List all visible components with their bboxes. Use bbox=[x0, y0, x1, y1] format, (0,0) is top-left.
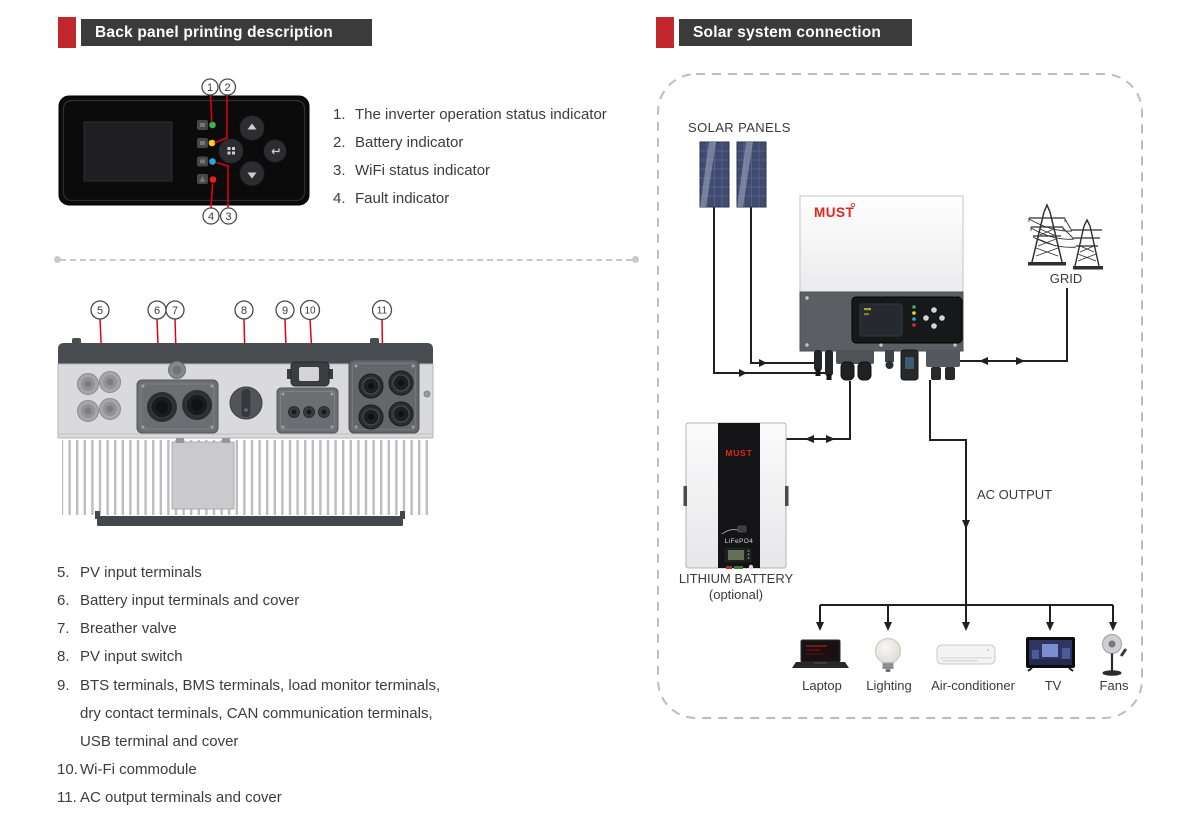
ac-output-line bbox=[930, 380, 966, 605]
wifi-module bbox=[287, 362, 333, 386]
list-item: 5. PV input terminals bbox=[57, 564, 202, 581]
wifi-led bbox=[209, 158, 216, 165]
callout-4: 4 bbox=[207, 211, 215, 223]
callout-9: 9 bbox=[281, 305, 289, 317]
inverter-display bbox=[852, 297, 962, 343]
ac-output-cover bbox=[349, 360, 419, 433]
appliance-label-lighting: Lighting bbox=[866, 678, 912, 693]
breather-valve bbox=[169, 362, 186, 379]
comm-terminal-cover bbox=[277, 388, 338, 433]
divider-dot bbox=[54, 256, 61, 263]
menu-button bbox=[219, 139, 244, 164]
battery-chemistry-label: LiFePO4 bbox=[724, 538, 754, 545]
divider-dot bbox=[632, 256, 639, 263]
grid-towers-icon bbox=[1028, 205, 1103, 270]
wall-bracket bbox=[97, 516, 403, 526]
tv-icon bbox=[1026, 637, 1075, 671]
battery-led bbox=[209, 140, 216, 147]
solar-panel-icon bbox=[737, 142, 766, 207]
list-item: 3. WiFi status indicator bbox=[333, 162, 491, 179]
appliance-label-tv: TV bbox=[1044, 678, 1062, 693]
lithium-battery-icon bbox=[684, 423, 789, 569]
side-hole bbox=[424, 391, 430, 397]
battery-label: LITHIUM BATTERY bbox=[678, 571, 794, 586]
list-item: 2. Battery indicator bbox=[333, 134, 464, 151]
grid-line bbox=[948, 288, 1067, 361]
appliance-label-fans: Fans bbox=[1099, 678, 1129, 693]
list-item: 7. Breather valve bbox=[57, 620, 177, 637]
callout-7: 7 bbox=[171, 305, 179, 317]
back-panel-figure bbox=[50, 295, 480, 540]
mounting-plate bbox=[172, 442, 234, 509]
callout-8: 8 bbox=[240, 305, 248, 317]
ac-output-label: AC OUTPUT bbox=[977, 487, 1053, 502]
front-panel-figure bbox=[50, 73, 340, 233]
list-item: 10. Wi-Fi commodule bbox=[57, 761, 197, 778]
list-item: 1. The inverter operation status indicator bbox=[333, 106, 607, 123]
lightbulb-icon bbox=[876, 639, 901, 673]
control-panel bbox=[59, 96, 309, 205]
air-conditioner-icon bbox=[937, 645, 995, 664]
appliance-label-ac: Air-conditioner bbox=[931, 678, 1015, 693]
battery-terminal-cover bbox=[137, 380, 218, 433]
inverter-back-panel bbox=[58, 338, 433, 526]
back-callouts bbox=[91, 301, 392, 320]
solar-system-diagram bbox=[650, 70, 1150, 725]
solar-panel-icon bbox=[700, 142, 729, 207]
right-header-accent bbox=[656, 17, 674, 48]
inverter-connectors bbox=[814, 350, 960, 380]
battery-brand-logo: MUST bbox=[725, 448, 753, 458]
callout-3: 3 bbox=[225, 211, 232, 223]
diagram-border bbox=[658, 74, 1142, 718]
inverter-icon bbox=[800, 196, 963, 380]
callout-1: 1 bbox=[206, 82, 214, 94]
callout-10: 10 bbox=[304, 305, 316, 317]
list-item: 11. AC output terminals and cover bbox=[57, 789, 282, 806]
right-section-title: Solar system connection bbox=[679, 19, 912, 46]
list-item-continuation: dry contact terminals, CAN communication terminals, bbox=[80, 705, 433, 722]
pv-input-switch bbox=[230, 387, 262, 419]
fan-icon bbox=[1103, 635, 1128, 676]
list-item: 9. BTS terminals, BMS terminals, load monitor terminals, bbox=[57, 677, 441, 694]
solar-panels-label: SOLAR PANELS bbox=[688, 120, 791, 135]
battery-line bbox=[786, 381, 850, 439]
callout-2: 2 bbox=[224, 82, 231, 94]
heat-sink bbox=[62, 440, 428, 515]
section-divider bbox=[60, 259, 632, 261]
list-item: 6. Battery input terminals and cover bbox=[57, 592, 300, 609]
list-item: 4. Fault indicator bbox=[333, 190, 450, 207]
list-item-continuation: USB terminal and cover bbox=[80, 733, 239, 750]
battery-optional-label: (optional) bbox=[708, 587, 764, 602]
fault-led bbox=[210, 176, 217, 183]
list-item: 8. PV input switch bbox=[57, 648, 183, 665]
inverter-brand-logo: MUST bbox=[814, 205, 855, 220]
left-header-accent bbox=[58, 17, 76, 48]
appliance-label-laptop: Laptop bbox=[802, 678, 842, 693]
callout-5: 5 bbox=[96, 305, 104, 317]
lcd-screen bbox=[84, 122, 172, 181]
grid-label: GRID bbox=[1049, 271, 1083, 286]
left-section-title: Back panel printing description bbox=[81, 19, 372, 46]
laptop-icon bbox=[792, 640, 849, 668]
callout-11: 11 bbox=[376, 305, 388, 317]
callout-6: 6 bbox=[153, 305, 161, 317]
status-led bbox=[209, 122, 216, 129]
